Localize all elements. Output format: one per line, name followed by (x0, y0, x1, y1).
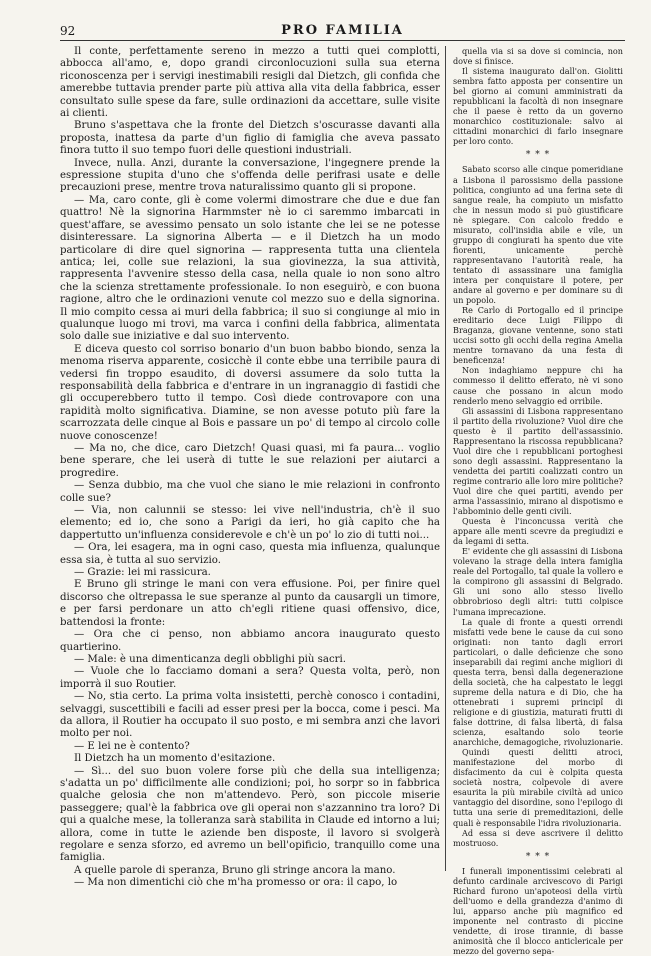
paragraph: Re Carlo di Portogallo ed il principe ereditario dece Luigi Filippo di Braganza, giovane ventenne, sono stati uccisi sotto gli occhi della regina Amelia mentre tornavano da una festa di beneficenza! (453, 305, 623, 366)
paragraph: Questa è l'inconcussa verità che appare alle menti scevre da pregiudizi e da legami di setta. (453, 516, 623, 547)
section-separator: * * * (525, 150, 551, 161)
paragraph: — Male: è una dimenticanza degli obblighi più sacri. (74, 653, 347, 665)
paragraph: — Ora che ci penso, non abbiamo ancora inaugurato questo quartierino. (60, 629, 440, 653)
paragraph: E' evidente che gli assassini di Lisbona volevano la strage della intera famiglia reale del Portogallo, tal quale la vollero e la compirono gli assassini di Belgrado. Gli uni sono allo stesso livello obbrobrioso degli altri: tutti colpisce l'umana imprecazione. (453, 546, 623, 617)
left-column (60, 46, 440, 889)
paragraph: — Ma non dimentichi ciò che m'ha promesso or ora: il capo, lo (74, 877, 398, 889)
paragraph: Il sistema inaugurato dall'on. Giolitti sembra fatto apposta per consentire un bel giorno ai comuni amministrati da repubblicani la facoltà di non insegnare che il paese è retto da un governo monarchico costituzionale: salvo ai cittadini monarchici di farlo insegnare per loro conto. (453, 66, 623, 147)
column-divider (445, 46, 446, 871)
right-column (453, 46, 624, 956)
paragraph: — Sì... del suo buon volere forse più che della sua intelligenza; s'adatta un po' difficilmente alle condizioni; poi, ho sorpr so in fabbrica qualche gelosia che non m'attendevo. Però, son piccole miserie passeggere; qual'è la fabbrica ove gli operai non s'azzannino tra loro? Di qui a qualche mese, la tolleranza sarà stabilita in Claude ed intorno a lui; allora, come in tutte le aziende ben disposte, il lavoro si svolgerà regolare e senza sforzo, ed avremo un bell'opificio, tranquillo come una famiglia. (60, 765, 440, 864)
paragraph: quella via si sa dove si comincia, non dove si finisce. (453, 46, 623, 67)
paragraph: — Ma no, che dice, caro Dietzch! Quasi quasi, mi fa paura... voglio bene sperare, che lei userà di tutte le sue relazioni per aiutarci a progredire. (60, 443, 440, 479)
paragraph: I funerali imponentissimi celebrati al defunto cardinale arcivescovo di Parigi Richard furono un'apoteosi della virtù dell'uomo e della grandezza d'animo di lui, apparso anche più magnifico ed imponente nel contrasto di piccine vendette, di irose tirannie, di basse animosità che il blocco anticlericale per mezzo del governo sepa- (453, 865, 623, 956)
paragraph: — No, stia certo. La prima volta insistetti, perchè conosco i contadini, selvaggi, suscettibili e facili ad esser presi per la bocca, come i pesci. Ma da allora, il Routier ha occupato il suo posto, e mi sembra anzi che lavori molto per noi. (60, 691, 440, 740)
paragraph: — Vuole che lo facciamo domani a sera? Questa volta, però, non imporrà il suo Routier. (60, 666, 440, 690)
running-title: PRO FAMILIA (281, 23, 404, 38)
paragraph: — Via, non calunnii se stesso: lei vive nell'industria, ch'è il suo elemento; ed io, che sono a Parigi da ieri, ho già capito che ha dappertutto un'influenza considerevole e ch'è un po' lo zio di tutti noi... (60, 505, 440, 541)
paragraph: — Ma, caro conte, gli è come volermi dimostrare che due e due fan quattro! Nè la signorina Harmmster nè io ci saremmo imbarcati in quest'affare, se avessimo pensato un solo istante che lei se ne potesse disinteressare. La signorina Alberta — e il Dietzch ha un modo particolare di dire quel signorina — rappresenta tutta una clientela antica; lei, colle sue relazioni, la sua giovinezza, la sua attività, rappresenta l'avvenire stesso della casa, nella quale io non sono altro che la scienza strettamente professionale. Io non eseguirò, e con buona ragione, altro che le ordinazioni venute col mezzo suo e della signorina. Il mio compito cessa ai muri della fabbrica; il suo si congiunge al mio in qualunque luogo mi trovi, ma varca i confini della fabbrica, alimentata solo dalle sue iniziative e dal suo intervento. (60, 194, 440, 343)
paragraph: Quindi questi delitti atroci, manifestazione del morbo di disfacimento da cui è colpita questa società nostra, colpevole di avere esaurita la più mirabile civiltà ad unico vantaggio del disordine, sono l'epilogo di tutta una serie di premeditazioni, delle quali è responsabile l'idra rivoluzionaria. (453, 747, 623, 828)
paragraph: La quale di fronte a questi orrendi misfatti vede bene le cause da cui sono originati: non tanto dagli errori particolari, o dalle deficienze che sono inseparabili dai regimi anche migliori di questa terra, bensì dalla degenerazione della società, che ha calpestato le leggi supreme della natura e di Dio, che ha ottenebrati i supremi principî di religione e di giustizia, maturati frutti di false dottrine, di falsa libertà, di falsa scienza, esaltando solo teorie anarchiche, demagogiche, rivoluzionarie. (453, 616, 624, 748)
page-header (60, 22, 625, 41)
paragraph: Il conte, perfettamente sereno in mezzo a tutti quei complotti, abbocca all'amo, e, dopo grandi circonlocuzioni sulla sua eterna riconoscenza per i servigi inestimabili resigli dal Dietzch, gli confida che amerebbe tuttavia prender parte più attiva alla vita della fabbrica, esser consultato sulle spese da fare, sulle ordinazioni da accettare, sulle visite ai clienti. (60, 46, 440, 120)
paragraph: — Grazie: lei mi rassicura. (74, 567, 211, 579)
page-number: 92 (60, 24, 76, 38)
paragraph: — Ora, lei esagera, ma in ogni caso, questa mia influenza, qualunque essa sia, è tutta al suo servizio. (60, 542, 440, 566)
paragraph: — E lei ne è contento? (74, 740, 190, 752)
paragraph: Gli assassini di Lisbona rappresentano il partito della rivoluzione? Vuol dire che questo è il partito dell'assassinio. Rappresentano la riscossa repubblicana? Vuol dire che i repubblicani portoghesi sono degli assassini. Rappresentano la vendetta dei partiti coalizzati contro un regime contrario alle loro mire politiche? Vuol dire che quei partiti, avendo per arma l'assassinio, mirano al dispotismo e l'abbominio delle genti civili. (453, 405, 623, 517)
paragraph: Bruno s'aspettava che la fronte del Dietzch s'oscurasse davanti alla proposta, inattesa da parte d'un figlio di famiglia che aveva passato finora tutto il suo tempo fuori delle questioni industriali. (60, 120, 440, 157)
paragraph: — Senza dubbio, ma che vuol che siano le mie relazioni in confronto colle sue? (60, 480, 440, 504)
paragraph: E Bruno gli stringe le mani con vera effusione. Poi, per finire quel discorso che oltrepassa le sue speranze al punto da causargli un timore, e per farsi perdonare un atto ch'egli ritiene quasi offensivo, dice, battendosi la fronte: (60, 579, 440, 628)
paragraph: E diceva questo col sorriso bonario d'un buon babbo biondo, senza la menoma riserva apparente, cosicchè il conte ebbe una terribile paura di vedersi fin troppo esaudito, di doversi assumere da solo tutta la responsabilità della fabbrica e d'entrare in un ingranaggio di fastidi che gli occuperebbero tutto il tempo. Così diede controvapore con una rapidità molto significativa. Diamine, se non avesse potuto più fare la scarrozzata delle cinque al Bois e passare un po' di tempo al circolo colle nuove conoscenze! (60, 343, 440, 442)
paragraph: Non indaghiamo neppure chi ha commesso il delitto efferato, nè vi sono cause che possano in alcun modo renderlo meno selvaggio ed orribile. (453, 365, 623, 406)
paragraph: Invece, nulla. Anzi, durante la conversazione, l'ingegnere prende la espressione stupita d'uno che s'offenda delle perifrasi usate e delle precauzioni prese, mentre trova naturalissimo quanto gli si propone. (60, 157, 440, 194)
paragraph: Sabato scorso alle cinque pomeridiane a Lisbona il parossismo della passione politica, congiunto ad una ferina sete di sangue reale, ha compiuto un misfatto che in nessun modo si può giustificare nè spiegare. Con calcolo freddo e misurato, coll'insidia abile e vile, un gruppo di congiurati ha spento due vite fiorenti, unicamente perchè rappresentavano l'autorità reale, ha tentato di assassinare una famiglia intera per conquistare il potere, per andare al governo e per dominare su di un popolo. (453, 164, 623, 306)
section-separator: * * * (525, 851, 551, 862)
paragraph: A quelle parole di speranza, Bruno gli stringe ancora la mano. (74, 864, 396, 876)
paragraph: Il Dietzch ha un momento d'esitazione. (74, 753, 276, 765)
paragraph: Ad essa si deve ascrivere il delitto mostruoso. (453, 827, 623, 848)
